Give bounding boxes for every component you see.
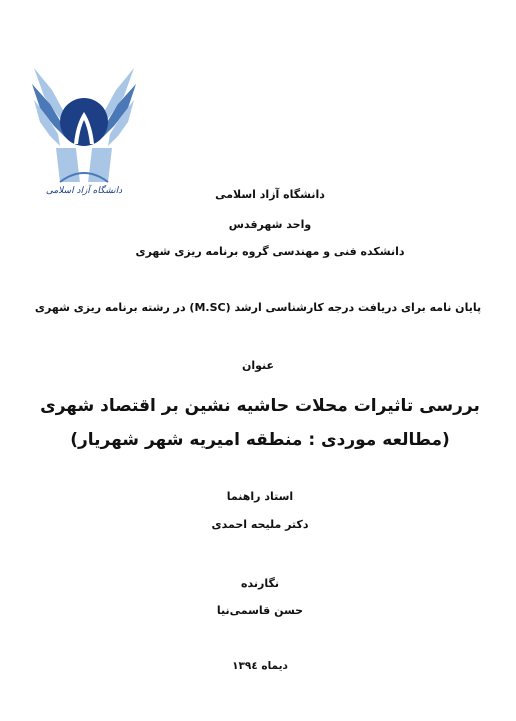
thesis-title-line1: بررسی تاثیرات محلات حاشیه نشین بر اقتصاد شهری	[40, 396, 480, 416]
azad-university-logo-icon	[30, 64, 138, 200]
supervisor-name: دکتر ملیحه احمدی	[211, 518, 309, 531]
thesis-title-line2: (مطالعه موردی : منطقه امیریه شهر شهریار)	[70, 430, 450, 450]
author-label: نگارنده	[241, 577, 279, 590]
thesis-date: دیماه ۱۳۹٤	[232, 660, 288, 672]
university-name: دانشگاه آزاد اسلامی	[215, 188, 325, 201]
author-name: حسن قاسمی‌نیا	[216, 604, 304, 617]
faculty-name: دانشکده فنی و مهندسی گروه برنامه ریزی شهری	[135, 245, 405, 258]
branch-name: واحد شهرقدس	[228, 218, 312, 231]
logo-base	[56, 148, 112, 182]
title-heading: عنوان	[241, 359, 275, 372]
degree-statement: پایان نامه برای دریافت درجه کارشناسی ارشد (M.SC) در رشته برنامه ریزی شهری	[34, 301, 482, 314]
supervisor-label: استاد راهنما	[226, 490, 294, 503]
logo-script-text: دانشگاه آزاد اسلامی	[45, 186, 123, 196]
